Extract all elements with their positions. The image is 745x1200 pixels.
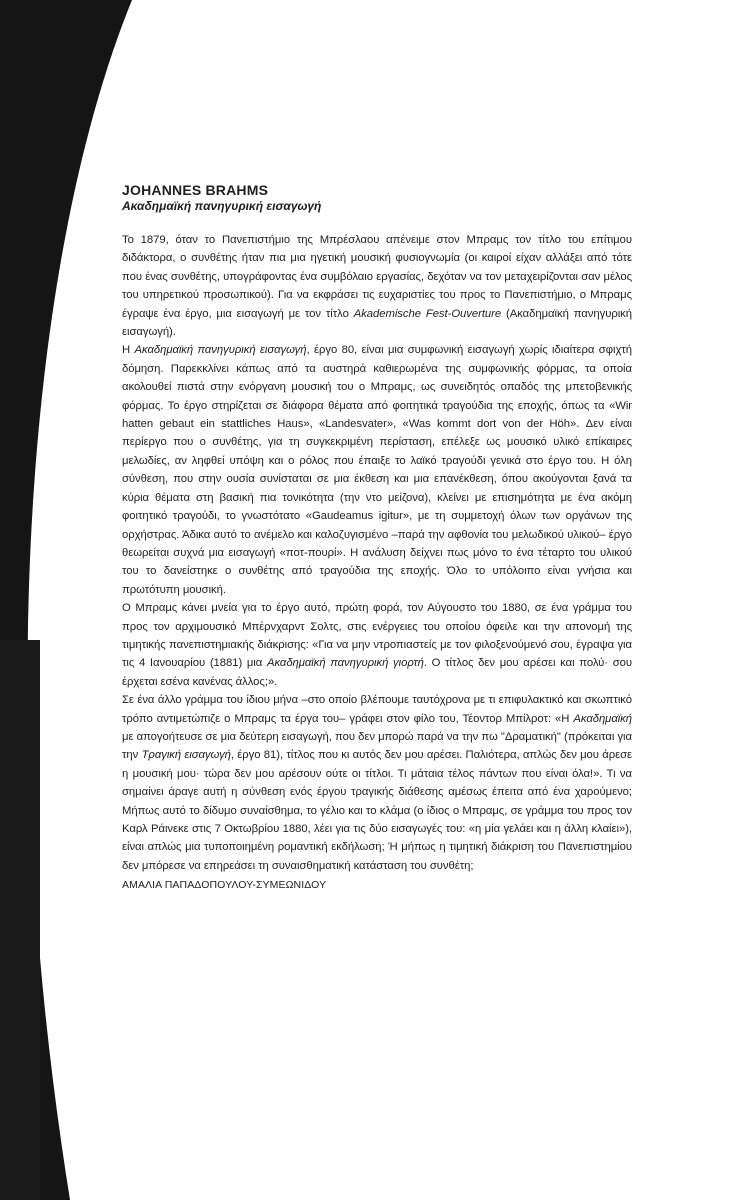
text-run: Ο Μπραμς κάνει μνεία για το έργο αυτό, πρώτη φορά, τον Αύγουστο του 1880, σε ένα γράμμα του προς τον αρχιμουσικό Μπέρνχαρντ Σολτς, στις ενέργειες του οποίου όφειλε και την απονομή της τιμητικής πανεπιστημιακής διάκρισης: «Για να μην ντροπιαστείς με τον φιλοξενούμενό σου, έγραψα για τις 4 Ιανουαρίου (1881) μια	[122, 602, 632, 670]
article-subtitle: Ακαδημαϊκή πανηγυρική εισαγωγή	[122, 199, 322, 213]
paragraph-1	[122, 231, 632, 341]
italic-text-run: Ακαδημαϊκή πανηγυρική εισαγωγή	[134, 344, 307, 357]
article-title: JOHANNES BRAHMS	[122, 182, 269, 198]
text-run: (Ακαδημαϊκή πανηγυρική εισαγωγή).	[122, 307, 632, 339]
italic-text-run: Akademische Fest-Ouverture	[353, 307, 502, 320]
paragraph-4	[122, 691, 632, 875]
text-run: , έργο 80, είναι μια συμφωνική εισαγωγή χωρίς ιδιαίτερα σφιχτή δόμηση. Παρεκκλίνει κάπως από τα αυστηρά καθιερωμένα της συμφωνικής φόρμας, τα οποία ακολουθεί πιστά στην ενόργανη μουσική του ο Μπραμς, ως συνειδητός οπαδός της μπετοβενικής φόρμας. Το έργο στηρίζεται σε διάφορα θέματα από φοιτητικά τραγούδια της εποχής, όπως τα «Wir hatten gebaut ein stattliches Haus», «Landesvater», «Was kommt dort von der Höh». Δεν είναι περίεργο που ο συνθέτης, για τη συγκεκριμένη περίσταση, επέλεξε ως μουσικό υλικό επίκαιρες μελωδίες, αν ληφθεί υπόψη και ο ρόλος που έπαιξε το λαϊκό τραγούδι γενικά στο έργο του. Η όλη σύνθεση, που στην ουσία συνίσταται σε μια έκθεση και μια επανέκθεση, όπου ακούγονται ξανά τα κύρια θέματα στη βασική πια τονικότητα (την ντο μείζονα), κλείνει με επισημότητα με ένα ακόμη φοιτητικό τραγούδι, το γνωστότατο «Gaudeamus igitur», με τη συμμετοχή όλων των οργάνων της ορχήστρας. Άδικα αυτό το ανέμελο και καλοζυγισμένο –παρά την αφθονία του μελωδικού υλικού– έργο θεωρείται συχνά μια εισαγωγή «ποτ-πουρί». Η ανάλυση δείχνει πως μόνο το ένα τέταρτο του υλικού του το δανείστηκε ο συνθέτης από τραγούδια της εποχής. Όλο το υπόλοιπο είναι γνήσια και πρωτότυπη μουσική.	[122, 344, 632, 596]
article	[122, 182, 632, 894]
italic-text-run: Ακαδημαϊκή πανηγυρική γιορτή	[266, 657, 424, 670]
paragraph-3	[122, 599, 632, 691]
page-shadow-edge	[0, 640, 40, 1200]
text-run: , έργο 81), τίτλος που κι αυτός δεν μου αρέσει. Παλιότερα, απλώς δεν μου άρεσε η μουσική μου· τώρα δεν μου αρέσουν ούτε οι τίτλοι. Τι μάταια τέλος πάντων που είναι όλα!». Τι να σημαίνει άραγε αυτή η σύνθεση ενός έργου τραγικής διάθεσης αμέσως έπειτα από ένα χαρούμενο; Μήπως αυτό το δίδυμο συναίσθημα, το γέλιο και το κλάμα (ο ίδιος ο Μπραμς, σε γράμμα του προς τον Καρλ Ράινεκε στις 7 Οκτωβρίου 1880, λέει για τις δύο εισαγωγές του: «η μία γελάει και η άλλη κλαίει»), είναι απλώς μια τυποποιημένη ρομαντική εκδήλωση; Ή μήπως η τιμητική διάκριση του Πανεπιστημίου δεν μπόρεσε να επηρεάσει τη συναισθηματική κατάσταση του συνθέτη;	[122, 749, 632, 872]
italic-text-run: Ακαδημαϊκή	[573, 712, 632, 725]
article-author: ΑΜΑΛΙΑ ΠΑΠΑΔΟΠΟΥΛΟΥ-ΣΥΜΕΩΝΙΔΟΥ	[122, 879, 327, 892]
paragraph-2	[122, 341, 632, 599]
text-run: Η	[122, 344, 135, 357]
text-run: . Ο τίτλος δεν μου αρέσει και πολύ· σου έρχεται εσένα κανένας άλλος;».	[122, 657, 632, 688]
text-run: με απογοήτευσε σε μια δεύτερη εισαγωγή, που δεν μπορώ παρά να την πω "Δραματική" (πρόκειται για την	[122, 730, 632, 762]
text-run: Το 1879, όταν το Πανεπιστήμιο της Μπρέσλαου απένειμε στον Μπραμς τον τίτλο του επίτιμου διδάκτορα, ο συνθέτης ήταν πια μια ηγετική μουσική φυσιογνωμία (οι καιροί είχαν αλλάξει από τότε που ένας συνθέτης, υπογράφοντας ένα συμβόλαιο εργασίας, δεχόταν να τον μεταχειρίζονται σαν μέλος του υπηρετικού προσωπικού). Για να εκφράσει τις ευχαριστίες του προς το Πανεπιστήμιο, ο Μπραμς έγραψε ένα έργο, μια εισαγωγή με τον τίτλο	[122, 234, 632, 320]
text-run: Σε ένα άλλο γράμμα του ίδιου μήνα –στο οποίο βλέπουμε ταυτόχρονα με τι επιφυλακτικό και σκωπτικό τρόπο αντιμετώπιζε ο Μπραμς τα έργα του– γράφει στον φίλο του, Τέοντορ Μπίλροτ: «Η	[122, 694, 632, 725]
italic-text-run: Τραγική εισαγωγή	[141, 749, 231, 762]
